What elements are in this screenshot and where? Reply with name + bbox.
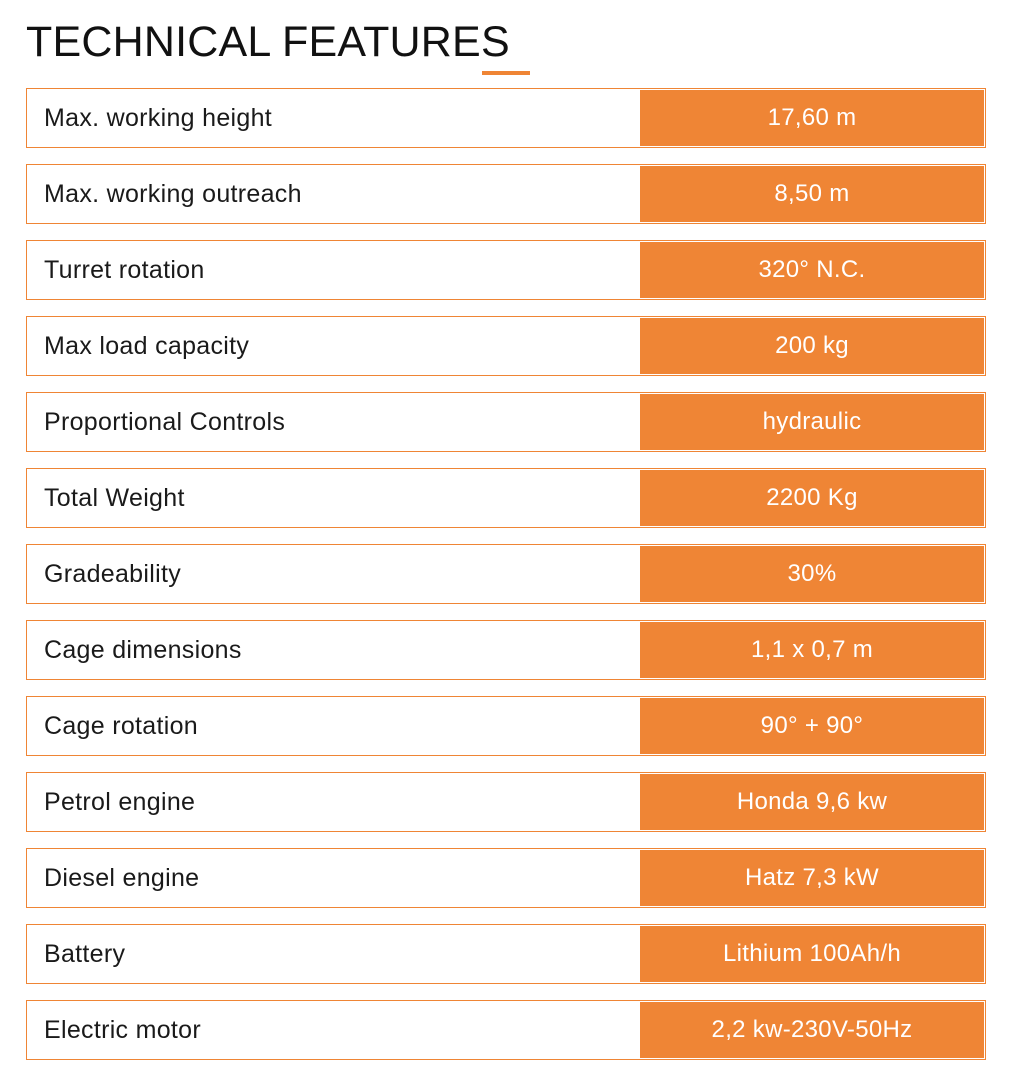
feature-label: Proportional Controls (44, 407, 286, 436)
title-underline (482, 71, 530, 75)
feature-value: 2,2 kw-230V-50Hz (640, 1002, 984, 1058)
feature-value: 8,50 m (640, 166, 984, 222)
feature-value: 2200 Kg (640, 470, 984, 526)
feature-row-gradeability (26, 544, 986, 604)
feature-row-electric-motor (26, 1000, 986, 1060)
feature-value: 30% (640, 546, 984, 602)
feature-value: Honda 9,6 kw (640, 774, 984, 830)
page-title: TECHNICAL FEATURES (26, 18, 510, 66)
feature-value: 200 kg (640, 318, 984, 374)
feature-value: hydraulic (640, 394, 984, 450)
feature-row-battery (26, 924, 986, 984)
title-block (26, 18, 510, 66)
feature-label: Diesel engine (44, 863, 200, 892)
feature-row-max-working-height (26, 88, 986, 148)
feature-label: Max. working height (44, 103, 273, 132)
feature-row-petrol-engine (26, 772, 986, 832)
feature-label: Electric motor (44, 1015, 202, 1044)
feature-label: Cage rotation (44, 711, 198, 740)
feature-row-max-working-outreach (26, 164, 986, 224)
feature-value: Hatz 7,3 kW (640, 850, 984, 906)
feature-value: 320° N.C. (640, 242, 984, 298)
feature-label: Petrol engine (44, 787, 196, 816)
feature-label: Cage dimensions (44, 635, 242, 664)
feature-label: Max load capacity (44, 331, 250, 360)
feature-label: Max. working outreach (44, 179, 302, 208)
feature-label: Battery (44, 939, 126, 968)
feature-row-proportional-controls (26, 392, 986, 452)
feature-label: Turret rotation (44, 255, 205, 284)
feature-row-total-weight (26, 468, 986, 528)
feature-row-cage-rotation (26, 696, 986, 756)
feature-value: 90° + 90° (640, 698, 984, 754)
feature-label: Total Weight (44, 483, 185, 512)
feature-value: 17,60 m (640, 90, 984, 146)
feature-label: Gradeability (44, 559, 181, 588)
feature-value: Lithium 100Ah/h (640, 926, 984, 982)
feature-row-cage-dimensions (26, 620, 986, 680)
features-table (26, 88, 986, 1060)
feature-row-max-load-capacity (26, 316, 986, 376)
feature-row-diesel-engine (26, 848, 986, 908)
feature-row-turret-rotation (26, 240, 986, 300)
feature-value: 1,1 x 0,7 m (640, 622, 984, 678)
